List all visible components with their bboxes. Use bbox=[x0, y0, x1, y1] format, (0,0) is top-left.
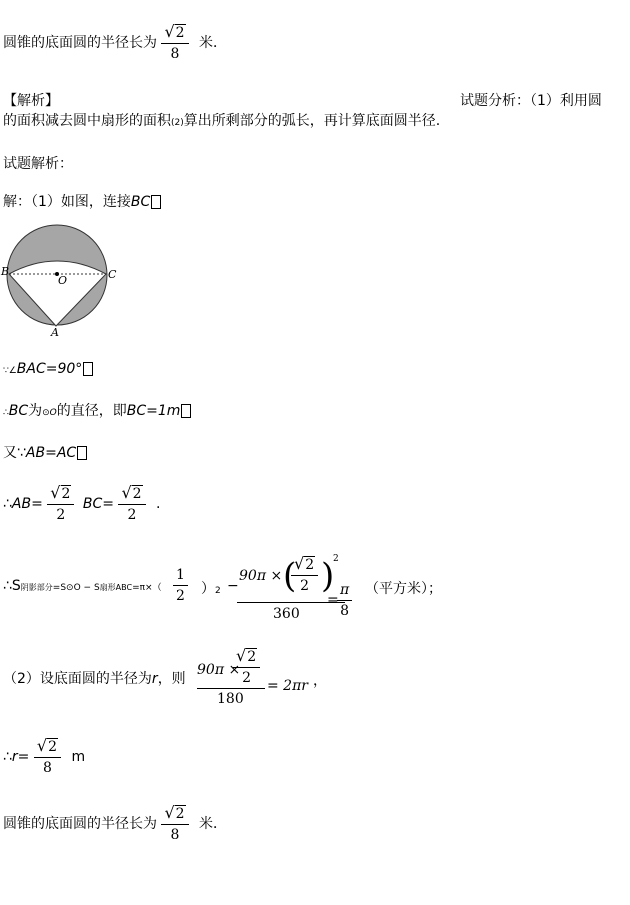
label-c: C bbox=[108, 268, 117, 281]
step-3-text: 为 bbox=[28, 403, 43, 419]
step-3-text-2: 的直径，即 bbox=[56, 403, 127, 419]
area-expression bbox=[3, 578, 162, 594]
label-a: A bbox=[51, 326, 59, 337]
result-fraction bbox=[337, 580, 352, 621]
fraction-bar bbox=[197, 688, 265, 689]
numerator: 1 bbox=[173, 565, 188, 586]
denominator: 2 bbox=[56, 507, 66, 523]
sqrt-value: 2 bbox=[175, 806, 185, 822]
power: 2 bbox=[215, 586, 221, 596]
bc-equation: BC=1m bbox=[126, 403, 181, 419]
solution-title: 试题解析： bbox=[3, 156, 73, 172]
analysis-tag: 【解析】 bbox=[3, 93, 59, 109]
circle-figure bbox=[0, 222, 125, 337]
right-paren: ) bbox=[321, 556, 335, 596]
because-angle: ∵∠ bbox=[3, 366, 17, 376]
missing-glyph-box bbox=[83, 362, 93, 376]
sub-shaded: 阴影部分 bbox=[20, 583, 53, 592]
sub-sector: 扇形ABC bbox=[99, 583, 133, 592]
step-5 bbox=[3, 483, 160, 525]
area-eq-2: =π×（ bbox=[132, 583, 162, 593]
r-label: r= bbox=[11, 749, 30, 765]
outer-power: 2 bbox=[333, 554, 339, 564]
comma: ， bbox=[313, 673, 327, 689]
numerator: π bbox=[337, 580, 352, 601]
sqrt-value: 2 bbox=[175, 25, 185, 41]
sqrt-value: 2 bbox=[247, 649, 257, 665]
label-b: B bbox=[1, 265, 10, 278]
step-4 bbox=[3, 442, 87, 462]
step-3 bbox=[3, 400, 191, 420]
step-7-text bbox=[3, 668, 186, 688]
denominator: 8 bbox=[170, 46, 180, 62]
answer-fraction: $\frac{√2}{8}$ bbox=[161, 803, 188, 845]
inner-fraction: $\frac{√2}{2}$ bbox=[291, 554, 318, 596]
segment-bc: BC bbox=[8, 403, 29, 419]
r-fraction: $\frac{√2}{8}$ bbox=[34, 736, 61, 778]
step-1 bbox=[3, 191, 161, 211]
analysis-part-a: 的面积减去圆中扇形的面积 bbox=[3, 113, 171, 129]
analysis-line-2 bbox=[3, 110, 440, 130]
period: . bbox=[156, 496, 161, 512]
sqrt-value: 2 bbox=[48, 739, 57, 755]
ab-fraction: $\frac{√2}{2}$ bbox=[47, 483, 74, 525]
half-fraction bbox=[173, 565, 188, 606]
label-o: O bbox=[58, 274, 68, 287]
answer-line-bottom bbox=[3, 803, 227, 845]
analysis-part-c: 算出所剩部分的弧长，再计算底面圆半径. bbox=[183, 113, 441, 129]
area-eq-1: =S⊙O − S bbox=[52, 583, 100, 593]
arc-fraction bbox=[197, 648, 269, 710]
answer-text: 圆锥的底面圆的半径长为 bbox=[3, 816, 157, 832]
rhs: = 2πr bbox=[267, 678, 308, 694]
step-2 bbox=[3, 361, 93, 377]
denominator: 2 bbox=[300, 578, 310, 594]
denominator: 2 bbox=[127, 507, 137, 523]
bc-label: BC= bbox=[82, 496, 114, 512]
unit: 米． bbox=[199, 35, 228, 51]
therefore: ∴ bbox=[3, 408, 9, 418]
angle-expr: BAC=90° bbox=[16, 361, 83, 377]
unit: （平方米）； bbox=[365, 581, 442, 597]
therefore: ∴ bbox=[3, 496, 12, 512]
var-r: r bbox=[151, 671, 158, 687]
answer-text: 圆锥的底面圆的半径长为 bbox=[3, 35, 157, 51]
denominator: 2 bbox=[176, 588, 185, 604]
denominator: 2 bbox=[242, 670, 252, 686]
bc-fraction: $\frac{√2}{2}$ bbox=[118, 483, 145, 525]
step-8 bbox=[3, 736, 85, 778]
sqrt-value: 2 bbox=[305, 557, 315, 573]
analysis-label: 试题分析：（1）利用圆 bbox=[460, 93, 602, 109]
therefore: ∴ bbox=[3, 749, 12, 765]
missing-glyph-box bbox=[151, 195, 161, 209]
sqrt-value: 2 bbox=[132, 486, 142, 502]
step-4-text: 又∵ bbox=[3, 445, 26, 461]
missing-glyph-box bbox=[181, 404, 191, 418]
numerator-prefix: 90π × bbox=[239, 568, 283, 584]
step-1-text: 解：（1）如图，连接 bbox=[3, 194, 131, 210]
ab-label: AB= bbox=[11, 496, 43, 512]
unit: 米． bbox=[199, 816, 228, 832]
unit: m bbox=[71, 749, 86, 765]
equals: = bbox=[327, 592, 339, 608]
inner-fraction: $\frac{√2}{2}$ bbox=[233, 646, 260, 688]
step-7-prefix: （2）设底面圆的半径为 bbox=[3, 671, 152, 687]
denominator: 8 bbox=[42, 760, 52, 776]
step-7-mid: ，则 bbox=[157, 671, 186, 687]
circle-o-label: ⊙O bbox=[42, 408, 57, 418]
minus: − bbox=[227, 578, 239, 594]
sqrt-value: 2 bbox=[61, 486, 71, 502]
numerator-prefix: 90π × bbox=[197, 662, 241, 678]
therefore-s: ∴S bbox=[3, 578, 21, 594]
answer-fraction: $\frac{√2}{8}$ bbox=[161, 22, 188, 64]
analysis-part-b: (2) bbox=[171, 118, 184, 128]
left-paren: ( bbox=[283, 556, 297, 596]
denominator: 8 bbox=[170, 827, 180, 843]
missing-glyph-box bbox=[77, 446, 87, 460]
close-paren: ） bbox=[201, 581, 215, 597]
denominator-360: 360 bbox=[273, 606, 300, 622]
answer-line-top bbox=[3, 22, 227, 64]
denominator: 8 bbox=[340, 603, 350, 619]
segment-bc: BC bbox=[130, 194, 151, 210]
ab-equation: AB=AC bbox=[25, 445, 77, 461]
denominator-180: 180 bbox=[217, 691, 244, 707]
